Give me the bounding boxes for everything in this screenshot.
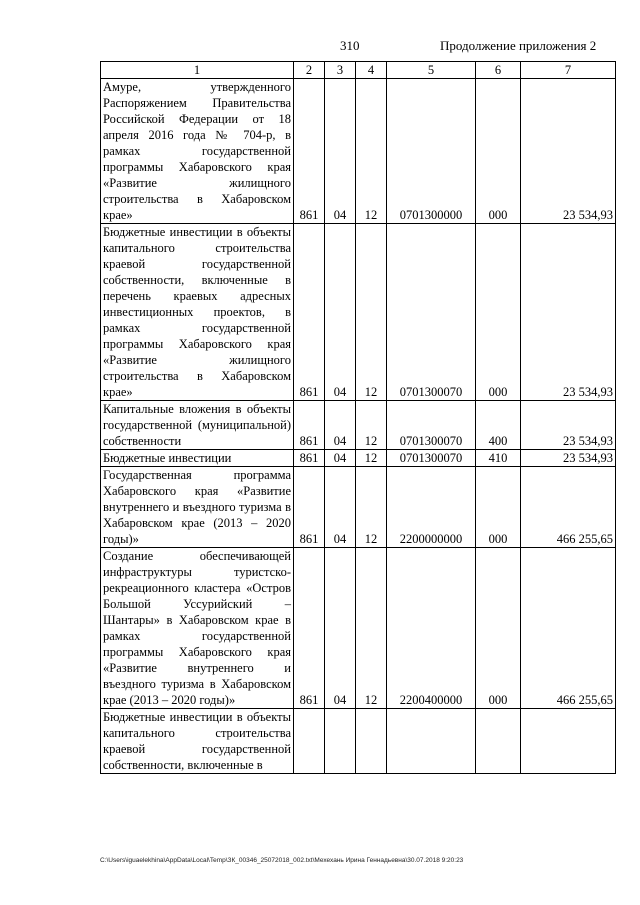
header-row	[101, 62, 616, 79]
subsection-code: 12	[356, 224, 387, 401]
ministry-code: 861	[294, 450, 325, 467]
ministry-code	[294, 709, 325, 774]
target-code: 2200000000	[387, 467, 476, 548]
column-header: 7	[521, 62, 616, 79]
table-row	[101, 401, 616, 450]
section-code: 04	[325, 548, 356, 709]
section-code	[325, 709, 356, 774]
item-name: Государственная программа Хабаровского края «Развитие внутреннего и въездного туризма в Хабаровском крае (2013 – 2020 годы)»	[101, 467, 294, 548]
section-code: 04	[325, 450, 356, 467]
amount: 23 534,93	[521, 224, 616, 401]
column-header: 6	[476, 62, 521, 79]
page-number: 310	[340, 38, 360, 53]
ministry-code: 861	[294, 548, 325, 709]
target-code: 0701300070	[387, 450, 476, 467]
expense-type-code: 000	[476, 467, 521, 548]
expense-type-code: 000	[476, 224, 521, 401]
ministry-code: 861	[294, 79, 325, 224]
subsection-code: 12	[356, 548, 387, 709]
ministry-code: 861	[294, 467, 325, 548]
amount: 466 255,65	[521, 548, 616, 709]
subsection-code: 12	[356, 79, 387, 224]
amount: 23 534,93	[521, 79, 616, 224]
target-code	[387, 709, 476, 774]
item-name: Создание обеспечивающей инфраструктуры туристско-рекреационного кластера «Остров Большой Уссурийский – Шантары» в Хабаровском крае в рамках государственной программы Хабаровского края «Развитие внутреннего и въездного туризма в Хабаровском крае (2013 – 2020 годы)»	[101, 548, 294, 709]
table-row	[101, 79, 616, 224]
item-name: Капитальные вложения в объекты государственной (муниципальной) собственности	[101, 401, 294, 450]
item-name: Бюджетные инвестиции	[101, 450, 294, 467]
continuation-label: Продолжение приложения 2	[440, 38, 597, 53]
column-header: 4	[356, 62, 387, 79]
column-header: 5	[387, 62, 476, 79]
expense-type-code: 410	[476, 450, 521, 467]
budget-table	[100, 61, 616, 774]
item-name: Бюджетные инвестиции в объекты капитального строительства краевой государственной собственности, включенные в	[101, 709, 294, 774]
column-header: 2	[294, 62, 325, 79]
ministry-code: 861	[294, 401, 325, 450]
section-code: 04	[325, 224, 356, 401]
expense-type-code: 000	[476, 548, 521, 709]
subsection-code: 12	[356, 450, 387, 467]
amount: 23 534,93	[521, 450, 616, 467]
expense-type-code: 400	[476, 401, 521, 450]
table-row	[101, 709, 616, 774]
section-code: 04	[325, 401, 356, 450]
table-row	[101, 450, 616, 467]
item-name: Амуре, утвержденного Распоряжением Правительства Российской Федерации от 18 апреля 2016 года № 704-р, в рамках государственной программы Хабаровского края «Развитие жилищного строительства в Хабаровском крае»	[101, 79, 294, 224]
amount: 23 534,93	[521, 401, 616, 450]
column-header: 1	[101, 62, 294, 79]
subsection-code	[356, 709, 387, 774]
target-code: 2200400000	[387, 548, 476, 709]
amount	[521, 709, 616, 774]
expense-type-code: 000	[476, 79, 521, 224]
ministry-code: 861	[294, 224, 325, 401]
subsection-code: 12	[356, 401, 387, 450]
target-code: 0701300000	[387, 79, 476, 224]
table-row	[101, 224, 616, 401]
subsection-code: 12	[356, 467, 387, 548]
expense-type-code	[476, 709, 521, 774]
amount: 466 255,65	[521, 467, 616, 548]
table-row	[101, 467, 616, 548]
item-name: Бюджетные инвестиции в объекты капитального строительства краевой государственной собственности, включенные в перечень краевых адресных инвестиционных проектов, в рамках государственной программы Хабаровского края «Развитие жилищного строительства в Хабаровском крае»	[101, 224, 294, 401]
section-code: 04	[325, 467, 356, 548]
target-code: 0701300070	[387, 401, 476, 450]
footer-file-path: C:\Users\iguaelekhina\AppData\Local\Temp\ЗК_00346_25072018_002.txt\Мехехань Ирина Геннадьевна\30.07.2018 9:20:23	[100, 857, 464, 864]
section-code: 04	[325, 79, 356, 224]
column-header: 3	[325, 62, 356, 79]
table-row	[101, 548, 616, 709]
target-code: 0701300070	[387, 224, 476, 401]
